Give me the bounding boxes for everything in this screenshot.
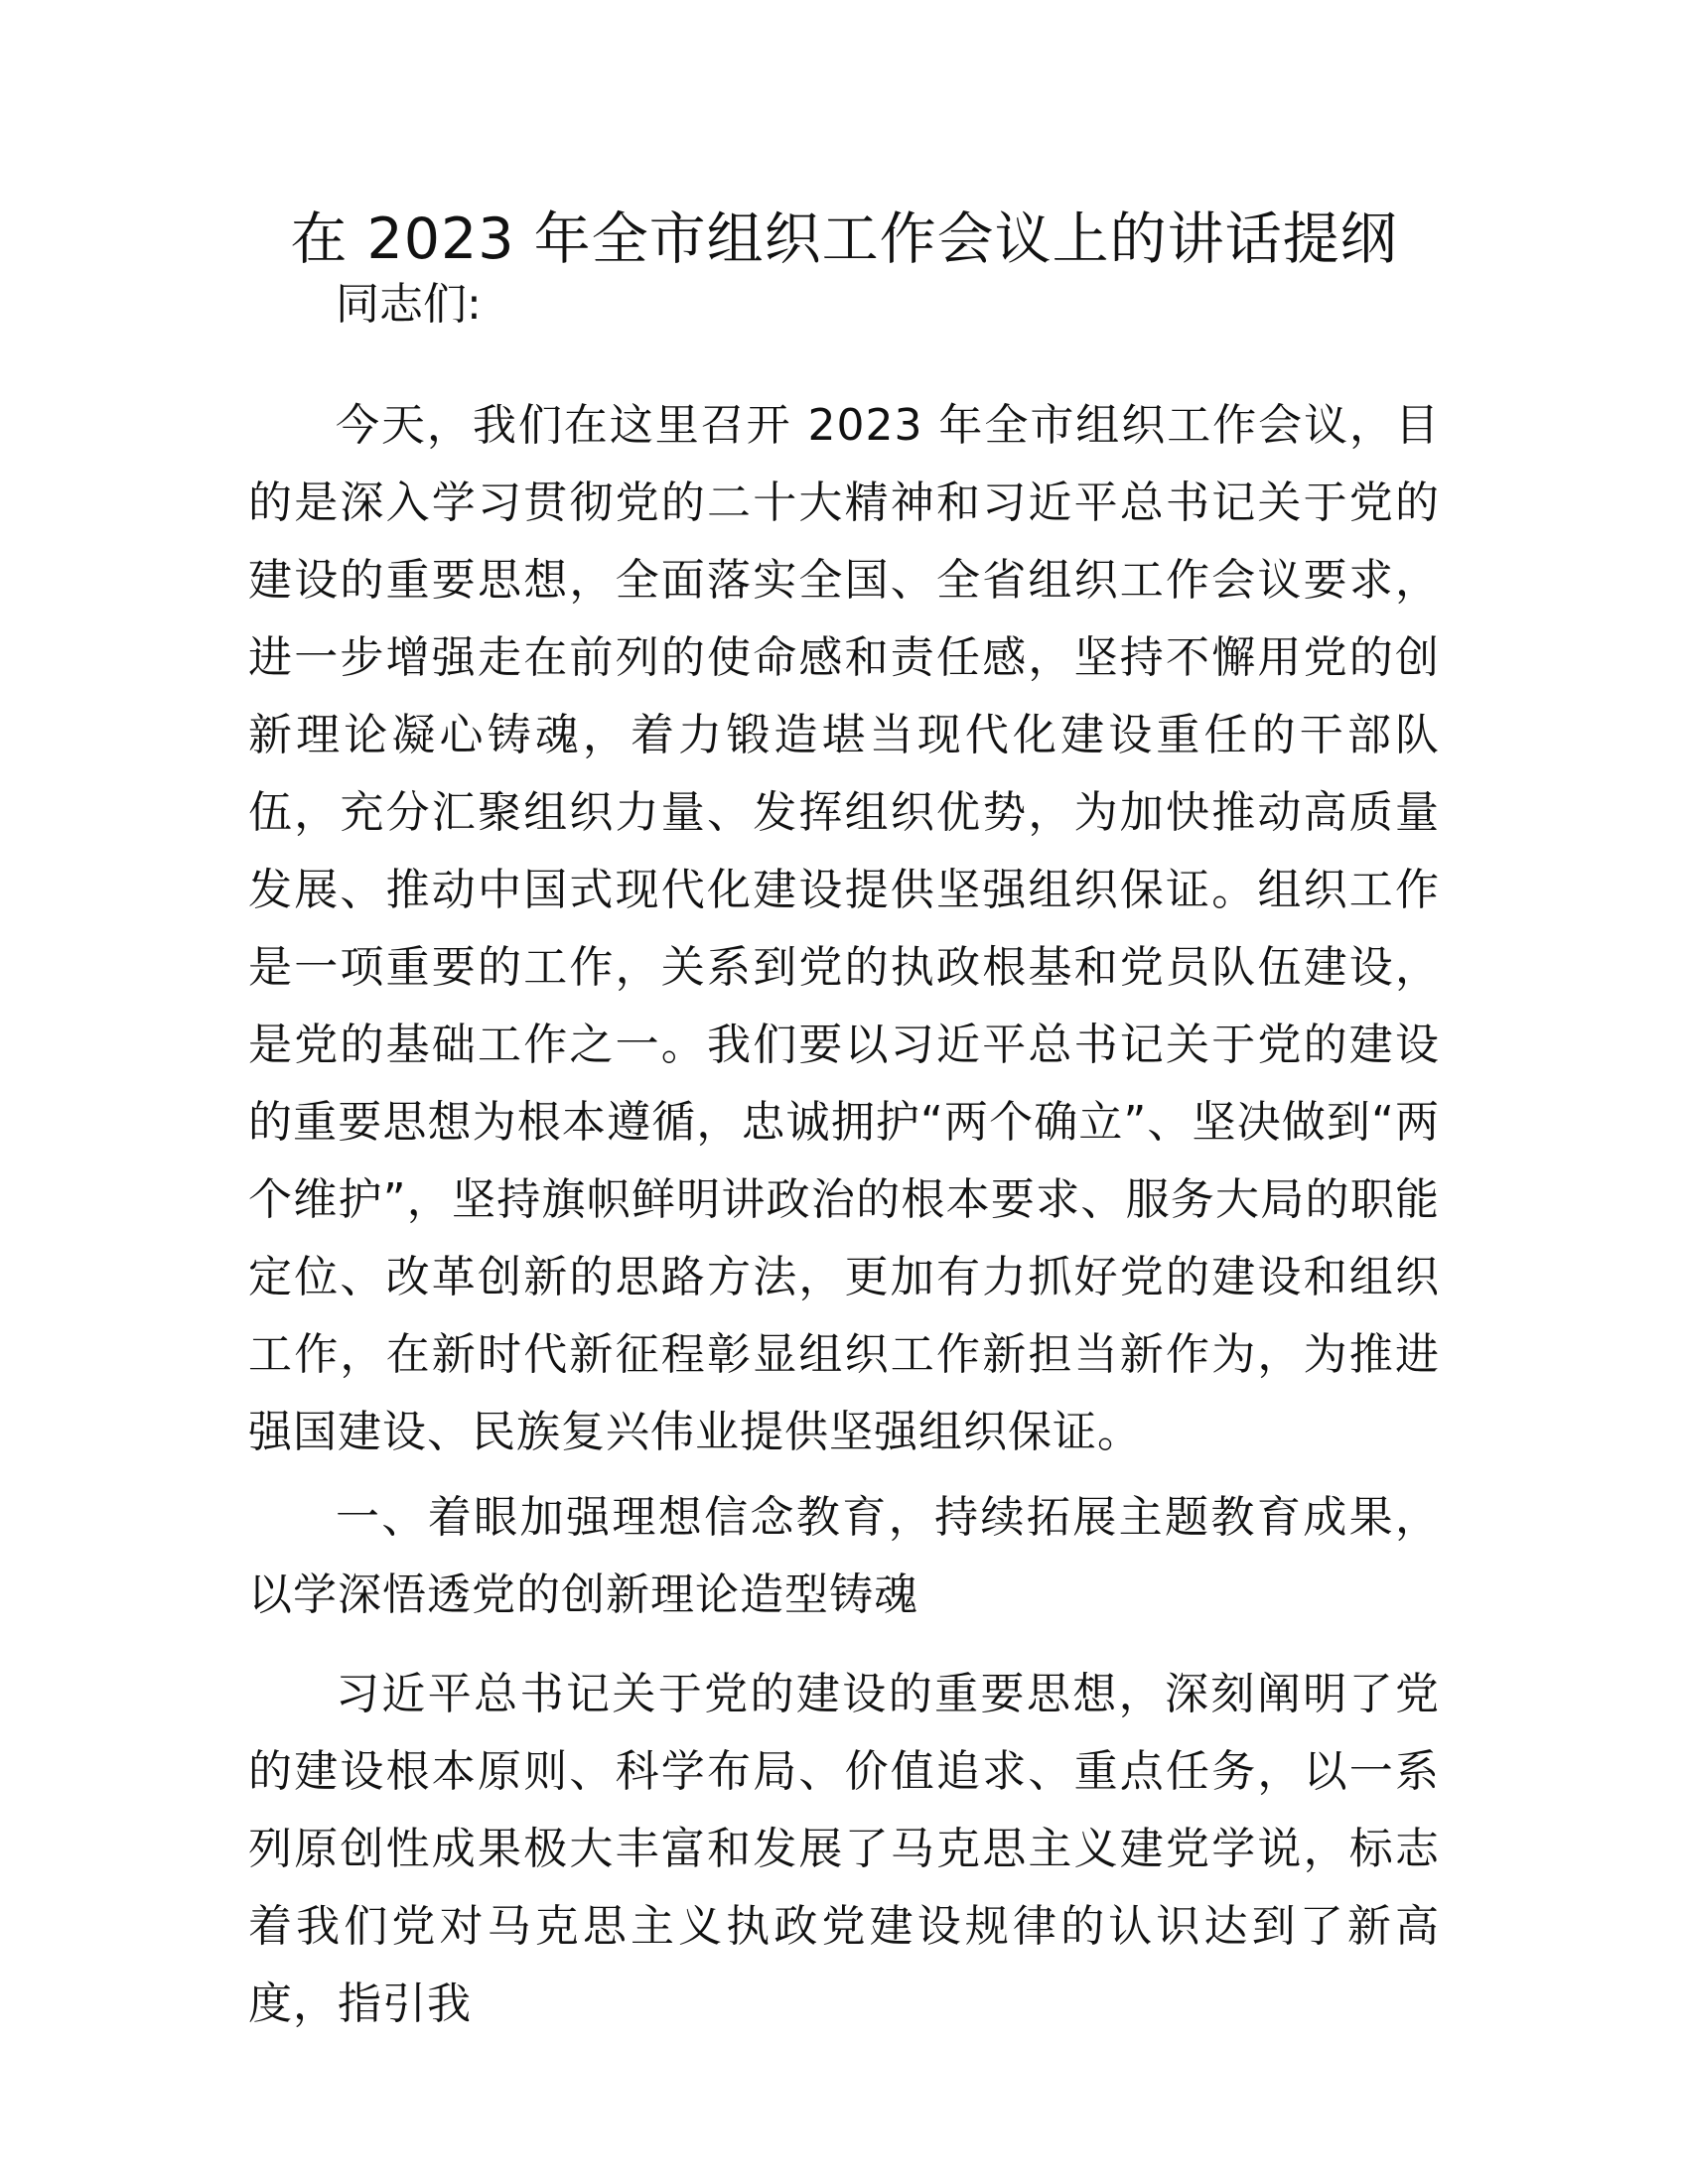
paragraph-section-1: 习近平总书记关于党的建设的重要思想，深刻阐明了党的建设根本原则、科学布局、价值追求、重点任务，以一系列原创性成果极大丰富和发展了马克思主义建党学说，标志着我们党对马克思主义执政党建设规律的认识达到了新高度，指引我 <box>248 1669 1440 2029</box>
paragraph-intro: 今天，我们在这里召开 2023 年全市组织工作会议，目的是深入学习贯彻党的二十大精神和习近平总书记关于党的建设的重要思想，全面落实全国、全省组织工作会议要求，进一步增强走在前列的使命感和责任感，坚持不懈用党的创新理论凝心铸魂，着力锻造堪当现代化建设重任的干部队伍，充分汇聚组织力量、发挥组织优势，为加快推动高质量发展、推动中国式现代化建设提供坚强组织保证。组织工作是一项重要的工作，关系到党的执政根基和党员队伍建设，是党的基础工作之一。我们要以习近平总书记关于党的建设的重要思想为根本遵循，忠诚拥护“两个确立”、坚决做到“两个维护”，坚持旗帜鲜明讲政治的根本要求、服务大局的职能定位、改革创新的思路方法，更加有力抓好党的建设和组织工作，在新时代新征程彰显组织工作新担当新作为，为推进强国建设、民族复兴伟业提供坚强组织保证。 <box>248 400 1440 1457</box>
document-title: 在 2023 年全市组织工作会议上的讲话提纲 <box>290 206 1398 272</box>
salutation: 同志们: <box>336 279 482 330</box>
section-heading-1: 一、着眼加强理想信念教育，持续拓展主题教育成果，以学深悟透党的创新理论造型铸魂 <box>248 1492 1440 1620</box>
